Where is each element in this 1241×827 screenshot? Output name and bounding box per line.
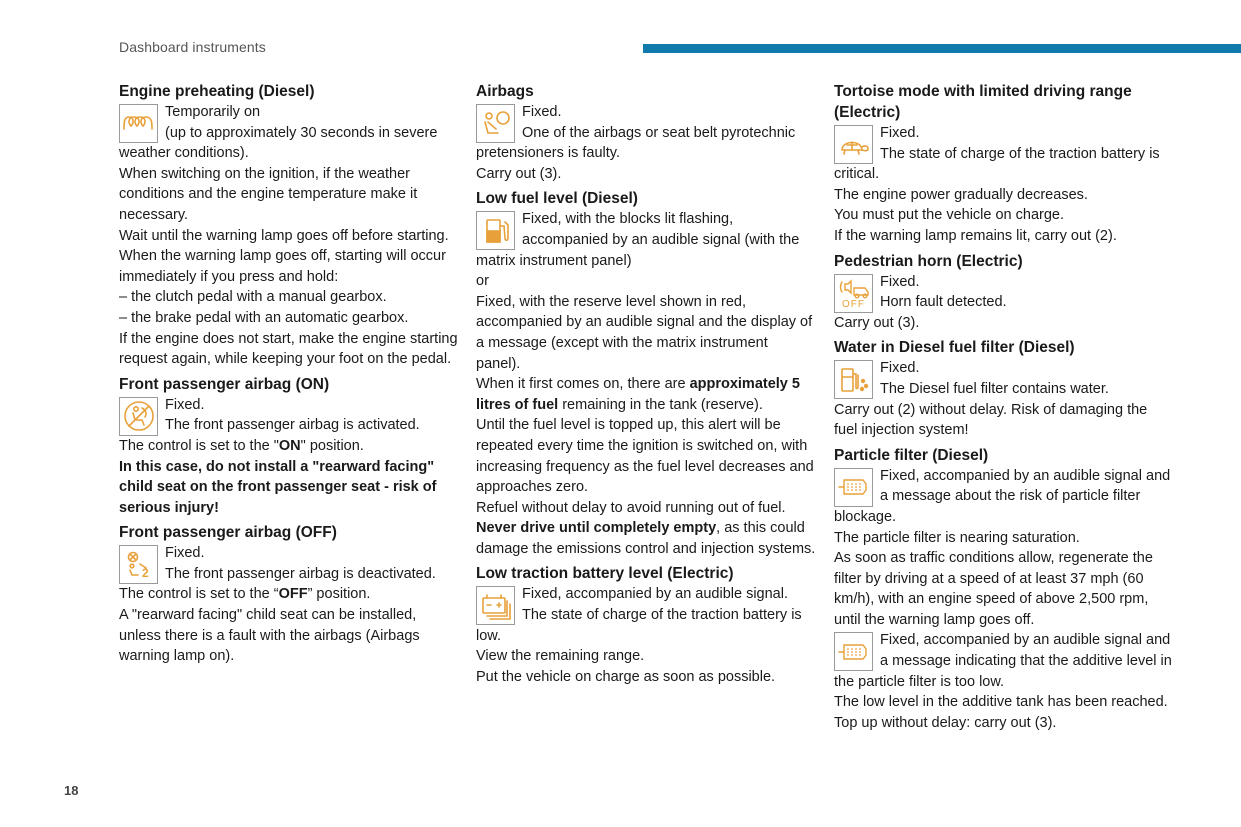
section-particle-filter [834,445,1174,734]
section-title: Particle filter (Diesel) [834,446,989,464]
description-text: Fixed, accompanied by an audible signal and a message about the risk of particle filter blockage. [834,467,1171,525]
tortoise-icon [834,125,873,164]
status-text: Fixed. [880,360,920,377]
paragraph: View the remaining range. [476,648,645,665]
control-text: The control is set to the "ON" position. [119,437,364,454]
section-tortoise-mode [834,81,1174,247]
status-text: Fixed. [880,125,920,141]
paragraph: Carry out (3). [834,314,920,331]
warning-text: In this case, do not install a "rearward facing" child seat on the front passenger seat - risk of serious injury! [119,458,437,516]
particle-filter-icon [834,632,873,671]
column-3 [834,81,1174,733]
description-text: Fixed, accompanied by an audible signal and a message indicating that the additive level in the particle filter is too low. [834,632,1172,690]
column-1 [119,81,459,667]
paragraph: As soon as traffic conditions allow, regenerate the filter by driving at a speed of at least 37 mph (60 km/h), with an engine speed of above 2,500 rpm, until the warning lamp goes off. [834,550,1153,628]
section-airbag-on [119,374,459,519]
particle-filter-icon [834,468,873,507]
paragraph: When it first comes on, there are approximately 5 litres of fuel remaining in the tank (reserve). [476,376,800,413]
section-title: Low fuel level (Diesel) [476,190,638,208]
paragraph: Never drive until completely empty, as this could damage the emissions control and injection systems. [476,520,816,557]
description-text: Fixed, with the blocks lit flashing, accompanied by an audible signal (with the matrix instrument panel) [476,211,800,269]
section-title: Front passenger airbag (OFF) [119,524,337,542]
section-title: Water in Diesel fuel filter (Diesel) [834,339,1075,357]
section-title: Engine preheating (Diesel) [119,83,315,100]
section-low-battery [476,563,816,687]
status-text: Fixed. [165,545,205,562]
traction-battery-icon [476,586,515,625]
description-text: The Diesel fuel filter contains water. [880,380,1109,397]
paragraph: Put the vehicle on charge as soon as possible. [476,668,776,685]
section-pedestrian-horn [834,251,1174,334]
page-number: 18 [64,783,79,798]
preheating-coil-icon [119,104,158,143]
paragraph: Wait until the warning lamp goes off before starting. [119,227,449,244]
list-item: – the brake pedal with an automatic gearbox. [119,309,409,326]
paragraph: If the engine does not start, make the engine starting request again, while keeping your foot on the pedal. [119,330,458,368]
description-text: The front passenger airbag is deactivated. [165,565,436,582]
paragraph: When the warning lamp goes off, starting will occur immediately if you press and hold: [119,248,446,285]
description-text: Horn fault detected. [880,294,1007,311]
fuel-pump-icon [476,211,515,250]
header-title: Dashboard instruments [119,39,266,55]
list-item: – the clutch pedal with a manual gearbox. [119,289,387,306]
column-2 [476,81,816,687]
passenger-airbag-on-icon [119,397,158,436]
section-title: Tortoise mode with limited driving range (Electric) [834,83,1132,121]
paragraph: A "rearward facing" child seat can be installed, unless there is a fault with the airbags (Airbags warning lamp on). [119,607,420,665]
status-text: Fixed, accompanied by an audible signal. [522,586,788,603]
section-airbags [476,81,816,184]
paragraph: Carry out (2) without delay. Risk of damaging the fuel injection system! [834,401,1148,439]
section-title: Low traction battery level (Electric) [476,565,734,583]
status-text: Fixed. [522,104,562,120]
section-water-in-fuel [834,337,1174,440]
paragraph: Top up without delay: carry out (3). [834,714,1057,731]
section-title: Airbags [476,83,534,100]
status-text: Temporarily on [165,104,261,120]
section-airbag-off [119,522,459,667]
pedestrian-horn-off-icon [834,274,873,313]
section-title: Front passenger airbag (ON) [119,375,330,393]
section-title: Pedestrian horn (Electric) [834,252,1023,270]
description-text: One of the airbags or seat belt pyrotechnic pretensioners is faulty. [476,124,796,162]
section-low-fuel [476,188,816,559]
airbag-seatbelt-icon [476,104,515,143]
paragraph: Until the fuel level is topped up, this alert will be repeated every time the ignition is switched on, with increasing frequency as the fuel level decreases and approaches zero. [476,417,814,496]
svg-text:2: 2 [141,565,149,580]
description-text: The state of charge of the traction battery is low. [476,607,802,644]
control-text: The control is set to the “OFF” position. [119,586,371,603]
section-engine-preheating [119,81,459,370]
paragraph: The engine power gradually decreases. [834,186,1088,203]
paragraph: Carry out (3). [476,165,562,182]
paragraph: You must put the vehicle on charge. [834,207,1065,224]
paragraph: Fixed, with the reserve level shown in red, accompanied by an audible signal and the display of a message (except with the matrix instrument panel). [476,293,813,372]
header-accent-bar [643,44,1241,53]
paragraph: The low level in the additive tank has been reached. [834,694,1168,711]
paragraph: or [476,273,489,290]
paragraph: The particle filter is nearing saturation. [834,529,1080,546]
paragraph: When switching on the ignition, if the weather conditions and the engine temperature make it necessary. [119,165,418,223]
description-text: The state of charge of the traction battery is critical. [834,145,1160,183]
status-text: Fixed. [880,273,920,290]
water-in-fuel-icon [834,360,873,399]
status-text: Fixed. [165,396,205,413]
paragraph: If the warning lamp remains lit, carry out (2). [834,227,1117,244]
description-text: The front passenger airbag is activated. [165,417,420,434]
description-text: (up to approximately 30 seconds in severe weather conditions). [119,124,438,162]
passenger-airbag-off-icon [119,545,158,584]
svg-text:OFF: OFF [841,299,865,311]
paragraph: Refuel without delay to avoid running out of fuel. [476,499,786,516]
